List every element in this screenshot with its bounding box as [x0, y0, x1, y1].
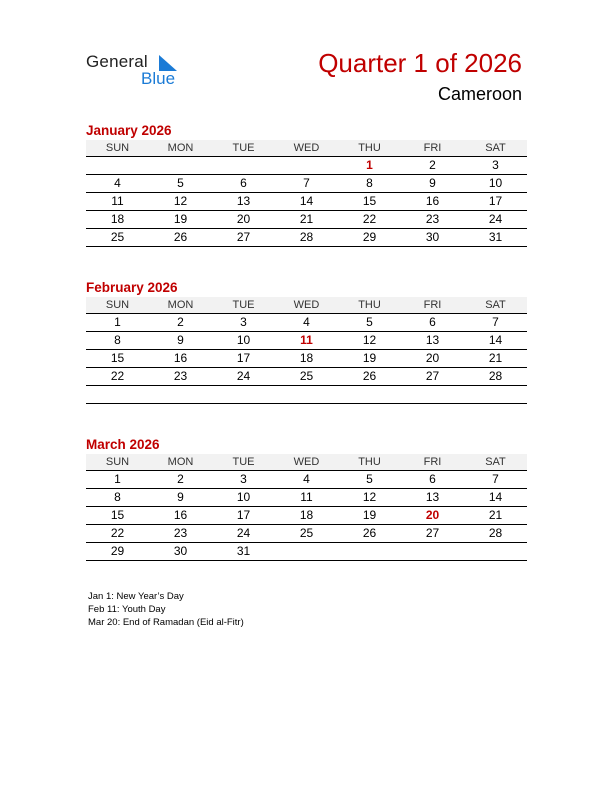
day-cell [275, 157, 338, 175]
holiday-note: Jan 1: New Year’s Day [88, 591, 184, 602]
weekday-header: SAT [464, 140, 527, 157]
weekday-header: TUE [212, 140, 275, 157]
weekday-header: SUN [86, 454, 149, 471]
day-cell: 30 [401, 229, 464, 247]
day-cell [149, 157, 212, 175]
week-row [86, 471, 527, 489]
day-cell [86, 157, 149, 175]
holiday-note: Mar 20: End of Ramadan (Eid al-Fitr) [88, 617, 244, 628]
day-cell: 31 [464, 229, 527, 247]
day-cell: 6 [401, 314, 464, 332]
day-cell: 25 [86, 229, 149, 247]
day-cell: 8 [86, 489, 149, 507]
day-cell: 5 [149, 175, 212, 193]
day-cell: 10 [212, 332, 275, 350]
day-cell: 13 [401, 332, 464, 350]
weekday-header-row [86, 140, 527, 157]
week-row [86, 314, 527, 332]
day-cell: 4 [86, 175, 149, 193]
day-cell: 28 [464, 525, 527, 543]
week-row [86, 386, 527, 404]
day-cell: 2 [401, 157, 464, 175]
day-cell: 19 [338, 350, 401, 368]
day-cell: 23 [149, 525, 212, 543]
day-cell: 23 [149, 368, 212, 386]
week-row [86, 332, 527, 350]
calendar-grid [86, 297, 527, 404]
day-cell: 14 [464, 332, 527, 350]
day-cell: 31 [212, 543, 275, 561]
weekday-header: THU [338, 297, 401, 314]
day-cell: 22 [338, 211, 401, 229]
week-row [86, 157, 527, 175]
day-cell: 17 [464, 193, 527, 211]
day-cell [464, 543, 527, 561]
day-cell: 16 [149, 350, 212, 368]
weekday-header-row [86, 297, 527, 314]
day-cell: 19 [149, 211, 212, 229]
day-cell [275, 543, 338, 561]
day-cell: 4 [275, 314, 338, 332]
weekday-header-row [86, 454, 527, 471]
day-cell: 2 [149, 314, 212, 332]
day-cell: 15 [338, 193, 401, 211]
day-cell [149, 386, 212, 404]
day-cell: 28 [464, 368, 527, 386]
weekday-header: MON [149, 140, 212, 157]
weekday-header: TUE [212, 297, 275, 314]
day-cell: 9 [149, 489, 212, 507]
day-cell: 6 [212, 175, 275, 193]
weekday-header: WED [275, 297, 338, 314]
weekday-header: TUE [212, 454, 275, 471]
brand-general-text: General [86, 52, 148, 71]
day-cell: 21 [275, 211, 338, 229]
day-cell: 5 [338, 471, 401, 489]
day-cell: 26 [338, 525, 401, 543]
weekday-header: SUN [86, 140, 149, 157]
week-row [86, 350, 527, 368]
holiday-note: Feb 11: Youth Day [88, 604, 166, 615]
day-cell: 7 [464, 314, 527, 332]
day-cell: 10 [464, 175, 527, 193]
day-cell: 13 [401, 489, 464, 507]
day-cell: 27 [401, 525, 464, 543]
day-cell: 30 [149, 543, 212, 561]
weekday-header: WED [275, 454, 338, 471]
day-cell: 29 [338, 229, 401, 247]
day-cell: 11 [275, 489, 338, 507]
day-cell: 27 [401, 368, 464, 386]
day-cell: 20 [401, 507, 464, 525]
day-cell: 29 [86, 543, 149, 561]
day-cell: 14 [275, 193, 338, 211]
month-title: January 2026 [86, 123, 172, 138]
day-cell: 9 [401, 175, 464, 193]
month-title: March 2026 [86, 437, 160, 452]
day-cell: 21 [464, 350, 527, 368]
week-row [86, 175, 527, 193]
week-row [86, 229, 527, 247]
day-cell [464, 386, 527, 404]
day-cell: 25 [275, 525, 338, 543]
day-cell: 18 [275, 507, 338, 525]
holiday-notes [88, 590, 244, 629]
day-cell: 9 [149, 332, 212, 350]
weekday-header: FRI [401, 140, 464, 157]
day-cell: 24 [464, 211, 527, 229]
month-title: February 2026 [86, 280, 178, 295]
brand-logo [86, 52, 196, 92]
day-cell: 16 [149, 507, 212, 525]
day-cell: 10 [212, 489, 275, 507]
day-cell: 7 [275, 175, 338, 193]
weekday-header: SAT [464, 297, 527, 314]
weekday-header: SUN [86, 297, 149, 314]
day-cell: 7 [464, 471, 527, 489]
day-cell: 19 [338, 507, 401, 525]
weekday-header: THU [338, 140, 401, 157]
day-cell [401, 386, 464, 404]
weekday-header: MON [149, 454, 212, 471]
day-cell: 12 [338, 489, 401, 507]
day-cell [86, 386, 149, 404]
page-title: Quarter 1 of 2026 [318, 48, 522, 78]
day-cell [212, 157, 275, 175]
day-cell: 8 [338, 175, 401, 193]
country-name: Cameroon [437, 84, 522, 104]
week-row [86, 525, 527, 543]
weekday-header: THU [338, 454, 401, 471]
day-cell: 23 [401, 211, 464, 229]
weekday-header: WED [275, 140, 338, 157]
day-cell: 21 [464, 507, 527, 525]
week-row [86, 193, 527, 211]
day-cell: 24 [212, 525, 275, 543]
day-cell: 25 [275, 368, 338, 386]
day-cell: 18 [275, 350, 338, 368]
day-cell: 26 [149, 229, 212, 247]
day-cell [338, 386, 401, 404]
day-cell [275, 386, 338, 404]
day-cell: 20 [401, 350, 464, 368]
day-cell: 16 [401, 193, 464, 211]
weekday-header: SAT [464, 454, 527, 471]
week-row [86, 211, 527, 229]
weekday-header: FRI [401, 454, 464, 471]
day-cell: 8 [86, 332, 149, 350]
day-cell: 12 [338, 332, 401, 350]
month-january [86, 122, 527, 247]
day-cell: 17 [212, 507, 275, 525]
day-cell: 11 [275, 332, 338, 350]
day-cell: 5 [338, 314, 401, 332]
day-cell [401, 543, 464, 561]
day-cell: 17 [212, 350, 275, 368]
day-cell: 18 [86, 211, 149, 229]
day-cell: 26 [338, 368, 401, 386]
calendar-grid [86, 454, 527, 561]
day-cell: 3 [464, 157, 527, 175]
day-cell: 4 [275, 471, 338, 489]
day-cell: 24 [212, 368, 275, 386]
day-cell: 2 [149, 471, 212, 489]
weekday-header: FRI [401, 297, 464, 314]
week-row [86, 489, 527, 507]
week-row [86, 507, 527, 525]
day-cell: 3 [212, 471, 275, 489]
day-cell: 20 [212, 211, 275, 229]
day-cell: 15 [86, 507, 149, 525]
calendar-grid [86, 140, 527, 247]
day-cell: 27 [212, 229, 275, 247]
day-cell: 22 [86, 525, 149, 543]
day-cell: 13 [212, 193, 275, 211]
day-cell: 22 [86, 368, 149, 386]
day-cell: 14 [464, 489, 527, 507]
month-february [86, 279, 527, 404]
day-cell: 11 [86, 193, 149, 211]
day-cell [338, 543, 401, 561]
week-row [86, 543, 527, 561]
day-cell: 1 [86, 314, 149, 332]
day-cell [212, 386, 275, 404]
brand-blue-text: Blue [141, 69, 176, 88]
day-cell: 3 [212, 314, 275, 332]
day-cell: 6 [401, 471, 464, 489]
day-cell: 15 [86, 350, 149, 368]
day-cell: 12 [149, 193, 212, 211]
week-row [86, 368, 527, 386]
day-cell: 28 [275, 229, 338, 247]
day-cell: 1 [338, 157, 401, 175]
day-cell: 1 [86, 471, 149, 489]
month-march [86, 436, 527, 561]
weekday-header: MON [149, 297, 212, 314]
